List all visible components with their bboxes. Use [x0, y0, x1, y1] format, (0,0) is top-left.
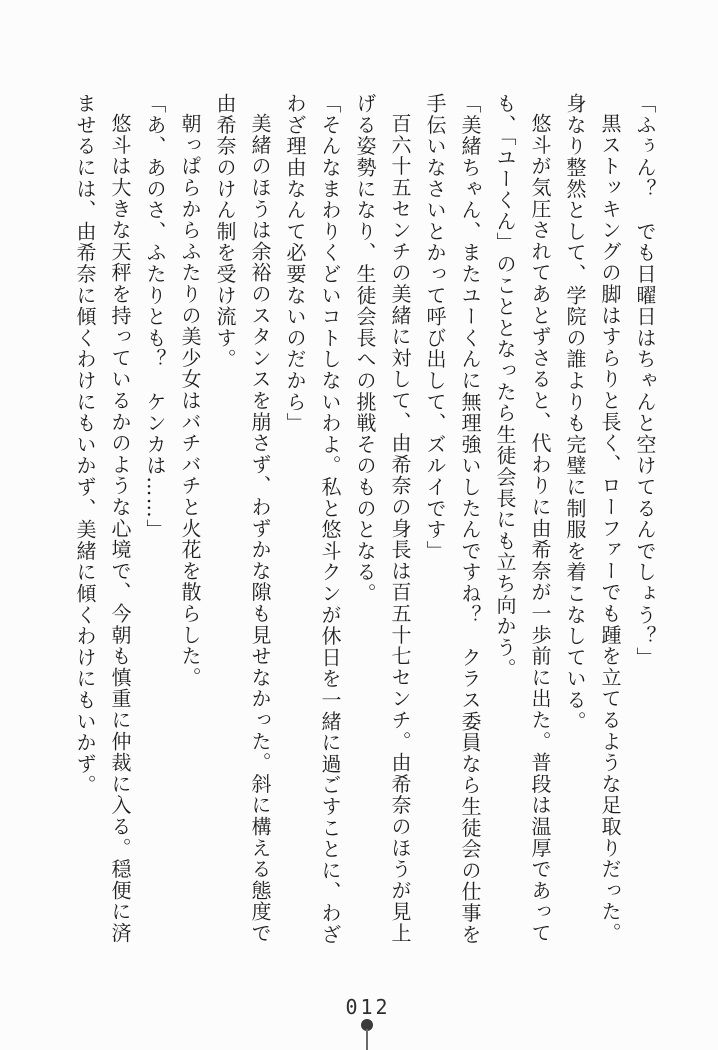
- paragraph: 「ふぅん？ でも日曜日はちゃんと空けてるんでしょう？」: [633, 93, 657, 669]
- paragraph: 悠斗が気圧されてあとずさると、代わりに由希奈が一歩前に出た。普段は温厚であっても、「ユーくん」のこととなったら生徒会長にも立ち向かう。: [493, 93, 552, 944]
- paragraph: 悠斗は大きな天秤を持っているかのような心境で、今朝も慎重に仲裁に入る。穏便に済ませるには、由希奈に傾くわけにもいかず、美緒に傾くわけにもいかず。: [73, 93, 132, 944]
- paragraph: 黒ストッキングの脚はすらりと長く、ローファーでも踵を立てるような足取りだった。身なり整然として、学院の誰よりも完璧に制服を着こなしている。: [563, 93, 622, 944]
- page-text: [67, 93, 662, 949]
- paragraph: 百六十五センチの美緒に対して、由希奈の身長は百五十七センチ。由希奈のほうが見上げる姿勢になり、生徒会長への挑戦そのものとなる。: [353, 93, 412, 944]
- paragraph: 美緒のほうは余裕のスタンスを崩さず、わずかな隙も見せなかった。斜に構える態度で由希奈のけん制を受け流す。: [213, 93, 272, 944]
- paragraph: 「美緒ちゃん、またユーくんに無理強いしたんですね？ クラス委員なら生徒会の仕事を手伝いなさいとかって呼び出して、ズルイです」: [423, 93, 482, 945]
- paragraph: 朝っぱらからふたりの美少女はバチバチと火花を散らした。: [178, 113, 202, 689]
- page-marker-line: [366, 1029, 368, 1050]
- page-number: 012: [345, 995, 391, 1019]
- paragraph: 「そんなまわりくどいコトしないわよ。私と悠斗クンが休日を一緒に過ごすことに、わざわざ理由なんて必要ないのだから」: [283, 93, 342, 945]
- paragraph: 「あ、あのさ、ふたりとも？ ケンカは……」: [143, 93, 167, 541]
